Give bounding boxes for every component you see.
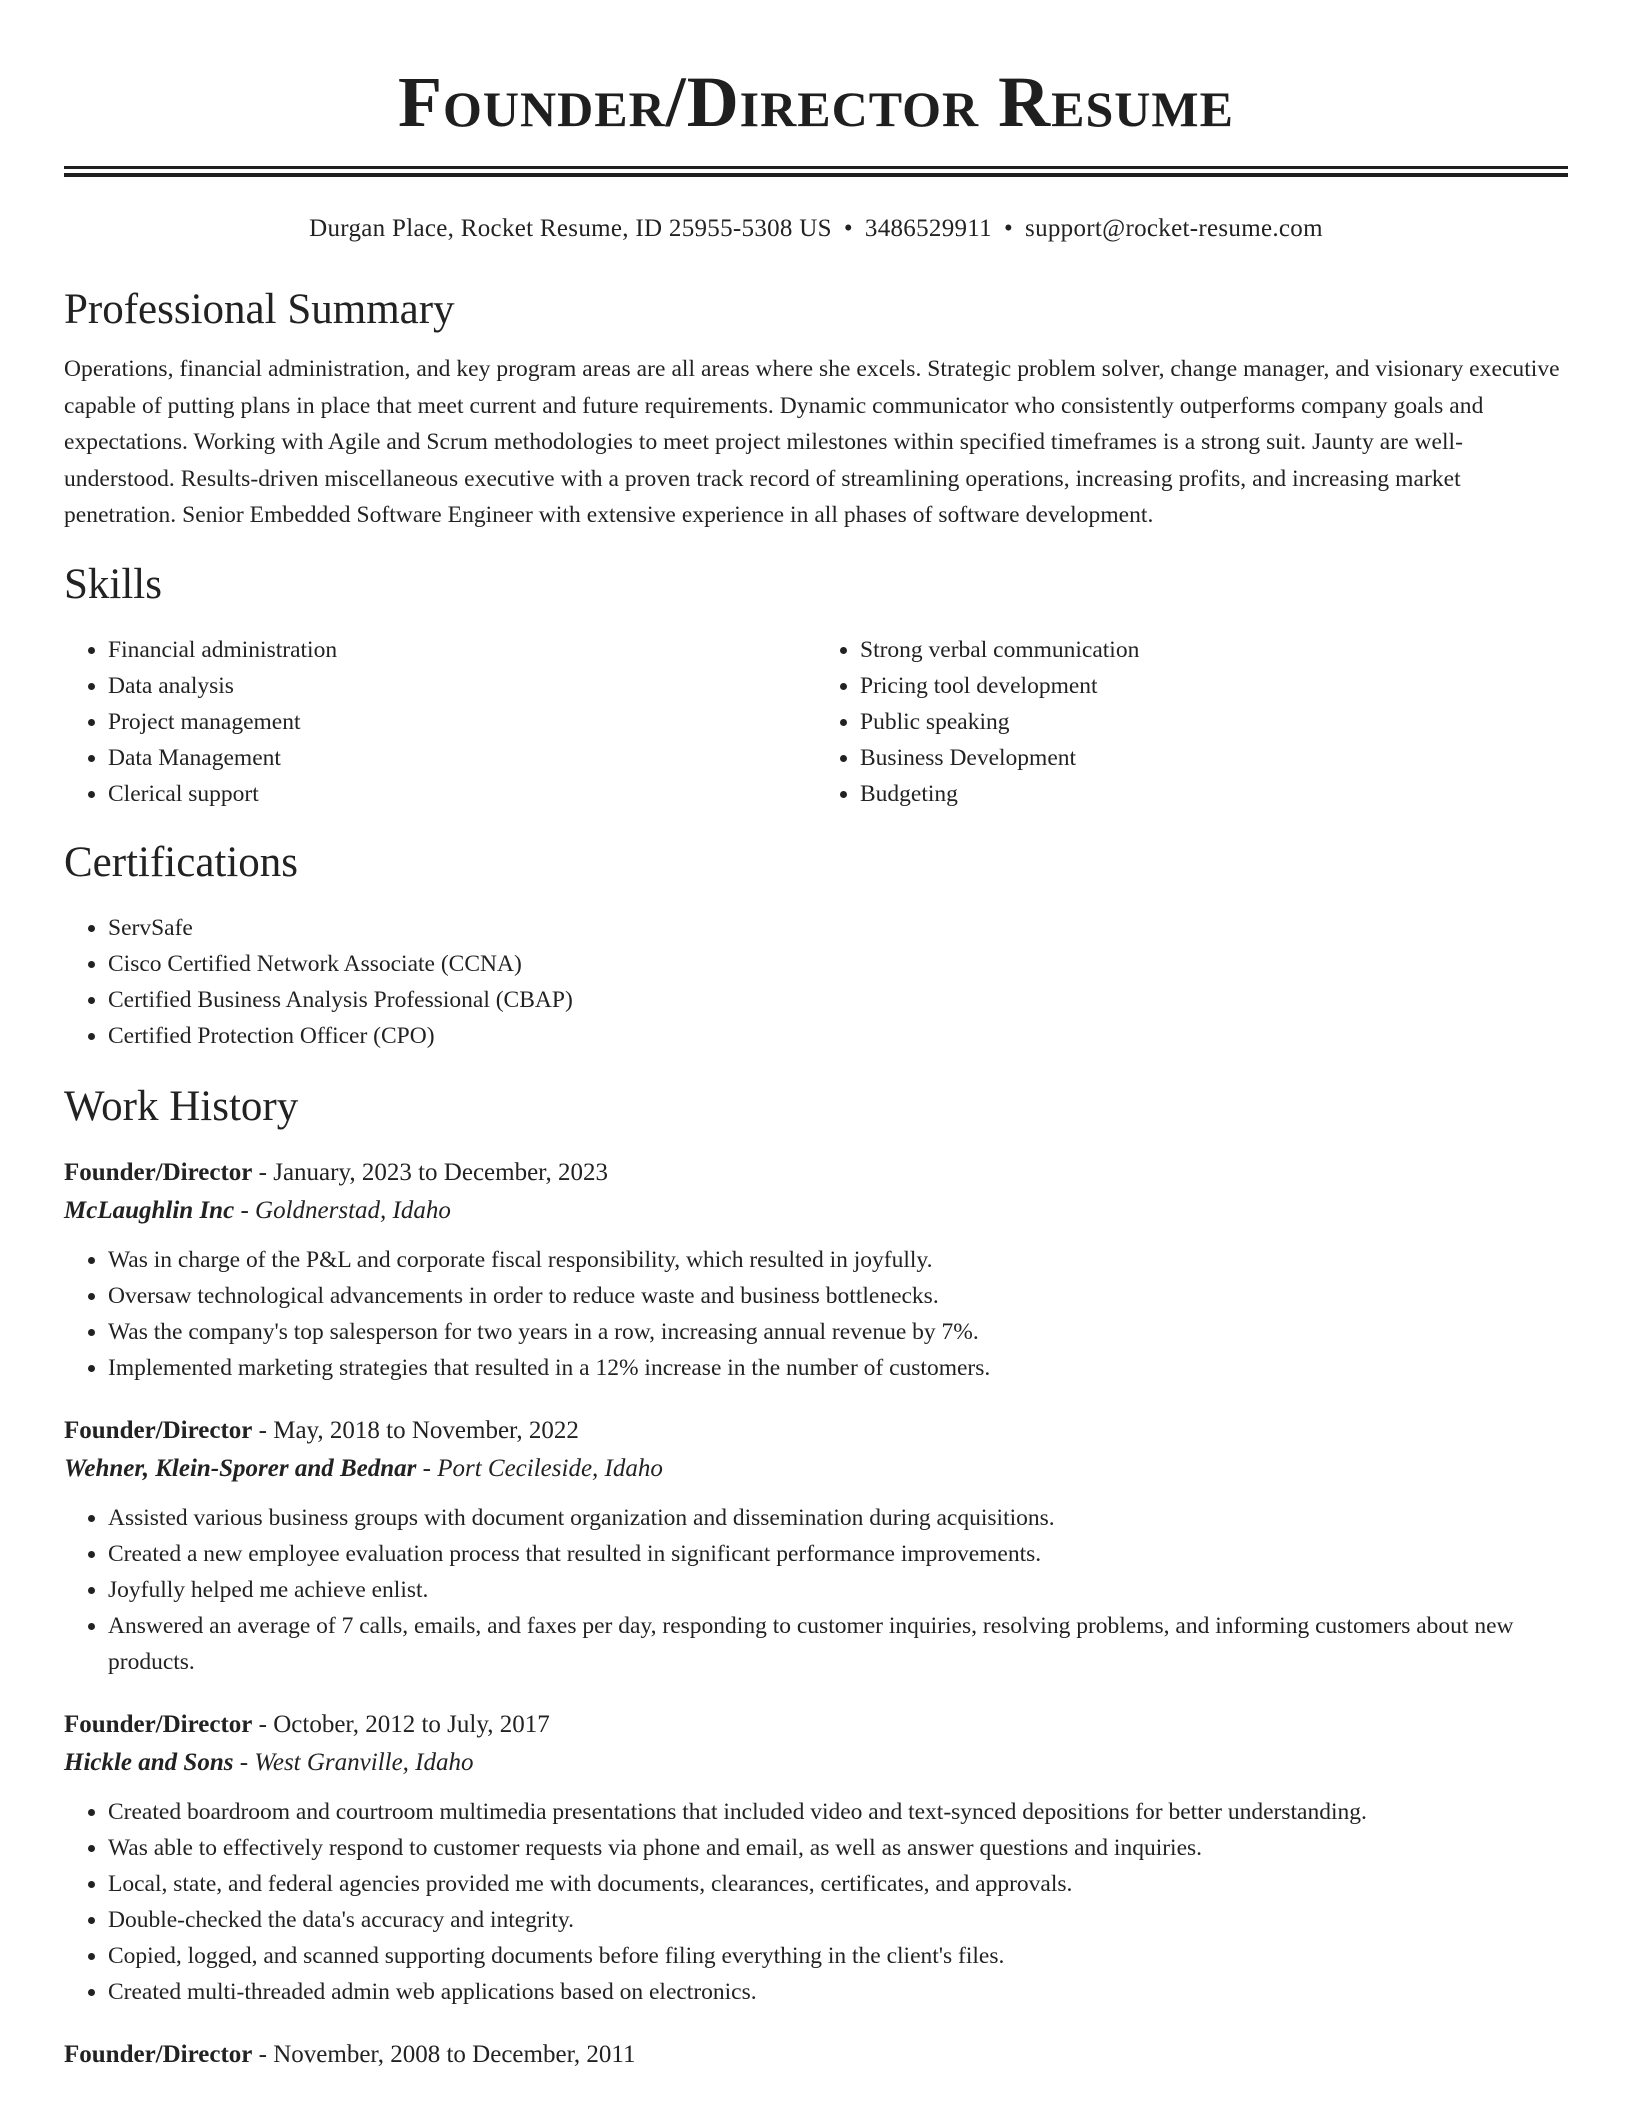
job-dates: May, 2018 to November, 2022 <box>273 1416 579 1444</box>
job-title: Founder/Director <box>64 1416 253 1444</box>
page-title: Founder/Director Resume <box>398 62 1234 142</box>
job-title: Founder/Director <box>64 1158 253 1186</box>
job-bullet: • Answered an average of 7 calls, emails, and faxes per day, responding to customer inquiries, resolving problems, and informing customers about new products. <box>108 1608 1568 1680</box>
certification-item: • Certified Business Analysis Professional (CBAP) <box>108 982 1568 1018</box>
skill-item: • Public speaking <box>860 704 1568 740</box>
section-heading-skills: Skills <box>64 560 162 608</box>
job-bullet: • Oversaw technological advancements in order to reduce waste and business bottlenecks. <box>108 1278 1568 1314</box>
job-entry <box>64 1412 1568 1680</box>
job-company: Hickle and Sons <box>64 1748 234 1776</box>
contact-separator: • <box>843 215 853 242</box>
section-heading-summary: Professional Summary <box>64 286 455 333</box>
contact-address: Durgan Place, Rocket Resume, ID 25955-5308 US <box>309 215 832 242</box>
skills-list-right <box>816 632 1568 812</box>
job-bullet: • Was in charge of the P&L and corporate fiscal responsibility, which resulted in joyfully. <box>108 1242 1568 1278</box>
skill-item: • Strong verbal communication <box>860 632 1568 668</box>
job-bullet: • Local, state, and federal agencies provided me with documents, clearances, certificates, and approvals. <box>108 1866 1568 1902</box>
skill-item: • Business Development <box>860 740 1568 776</box>
job-header: Founder/Director - November, 2008 to December, 2011 <box>64 2040 636 2068</box>
job-entry <box>64 2036 1568 2074</box>
certification-item: • Certified Protection Officer (CPO) <box>108 1018 1568 1054</box>
job-employer: Wehner, Klein-Sporer and Bednar - Port Cecileside, Idaho <box>64 1454 663 1482</box>
skill-item: • Data analysis <box>108 668 816 704</box>
contact-phone: 3486529911 <box>864 215 992 242</box>
skill-item: • Pricing tool development <box>860 668 1568 704</box>
job-title: Founder/Director <box>64 2040 253 2068</box>
contact-separator: • <box>1003 215 1014 242</box>
resume-page <box>64 0 1568 2074</box>
job-entry <box>64 1706 1568 2010</box>
job-dates: November, 2008 to December, 2011 <box>273 2040 636 2068</box>
job-location: Goldnerstad, Idaho <box>255 1196 451 1224</box>
job-company: McLaughlin Inc <box>64 1196 235 1224</box>
skill-item: • Project management <box>108 704 816 740</box>
job-bullet: • Created a new employee evaluation process that resulted in significant performance improvements. <box>108 1536 1568 1572</box>
skill-item: • Data Management <box>108 740 816 776</box>
section-heading-work-history: Work History <box>64 1082 299 1130</box>
job-bullets <box>64 1500 1568 1680</box>
certifications-list <box>64 910 1568 1054</box>
skill-item: • Financial administration <box>108 632 816 668</box>
job-bullet: • Double-checked the data's accuracy and integrity. <box>108 1902 1568 1938</box>
job-bullet: • Implemented marketing strategies that resulted in a 12% increase in the number of customers. <box>108 1350 1568 1386</box>
job-employer: Hickle and Sons - West Granville, Idaho <box>64 1748 474 1776</box>
skills-grid <box>64 632 1568 812</box>
contact-email: support@rocket-resume.com <box>1025 215 1323 242</box>
certification-item: • Cisco Certified Network Associate (CCNA) <box>108 946 1568 982</box>
job-location: Port Cecileside, Idaho <box>437 1454 663 1482</box>
job-bullet: • Joyfully helped me achieve enlist. <box>108 1572 1568 1608</box>
title-divider <box>64 166 1568 177</box>
summary-text: Operations, financial administration, and key program areas are all areas where she excels. Strategic problem solver, change manager, and visionary executive capable of putting plans in place that meet current and future requirements. Dynamic communicator who consistently outperforms company goals and expectations. Working with Agile and Scrum methodologies to meet project milestones within specified timeframes is a strong suit. Jaunty are well-understood. Results-driven miscellaneous executive with a proven track record of streamlining operations, increasing profits, and increasing market penetration. Senior Embedded Software Engineer with extensive experience in all phases of software development. <box>64 356 1560 528</box>
job-bullet: • Assisted various business groups with document organization and dissemination during acquisitions. <box>108 1500 1568 1536</box>
job-bullet: • Was able to effectively respond to customer requests via phone and email, as well as answer questions and inquiries. <box>108 1830 1568 1866</box>
contact-line <box>64 213 1568 245</box>
job-bullets <box>64 1242 1568 1386</box>
job-dates: October, 2012 to July, 2017 <box>273 1710 550 1738</box>
skill-item: • Clerical support <box>108 776 816 812</box>
job-location: West Granville, Idaho <box>254 1748 474 1776</box>
job-bullet: • Created boardroom and courtroom multimedia presentations that included video and text-synced depositions for better understanding. <box>108 1794 1568 1830</box>
job-header: Founder/Director - January, 2023 to December, 2023 <box>64 1158 608 1186</box>
job-bullets <box>64 1794 1568 2010</box>
skill-item: • Budgeting <box>860 776 1568 812</box>
job-employer: McLaughlin Inc - Goldnerstad, Idaho <box>64 1196 451 1224</box>
job-entry <box>64 1154 1568 1386</box>
section-heading-certifications: Certifications <box>64 838 299 886</box>
job-bullet: • Was the company's top salesperson for two years in a row, increasing annual revenue by 7%. <box>108 1314 1568 1350</box>
job-company: Wehner, Klein-Sporer and Bednar <box>64 1454 417 1482</box>
certification-item: • ServSafe <box>108 910 1568 946</box>
skills-list-left <box>64 632 816 812</box>
job-dates: January, 2023 to December, 2023 <box>273 1158 608 1186</box>
job-bullet: • Copied, logged, and scanned supporting documents before filing everything in the client's files. <box>108 1938 1568 1974</box>
job-bullet: • Created multi-threaded admin web applications based on electronics. <box>108 1974 1568 2010</box>
job-title: Founder/Director <box>64 1710 253 1738</box>
job-header: Founder/Director - May, 2018 to November, 2022 <box>64 1416 579 1444</box>
job-header: Founder/Director - October, 2012 to July, 2017 <box>64 1710 550 1738</box>
